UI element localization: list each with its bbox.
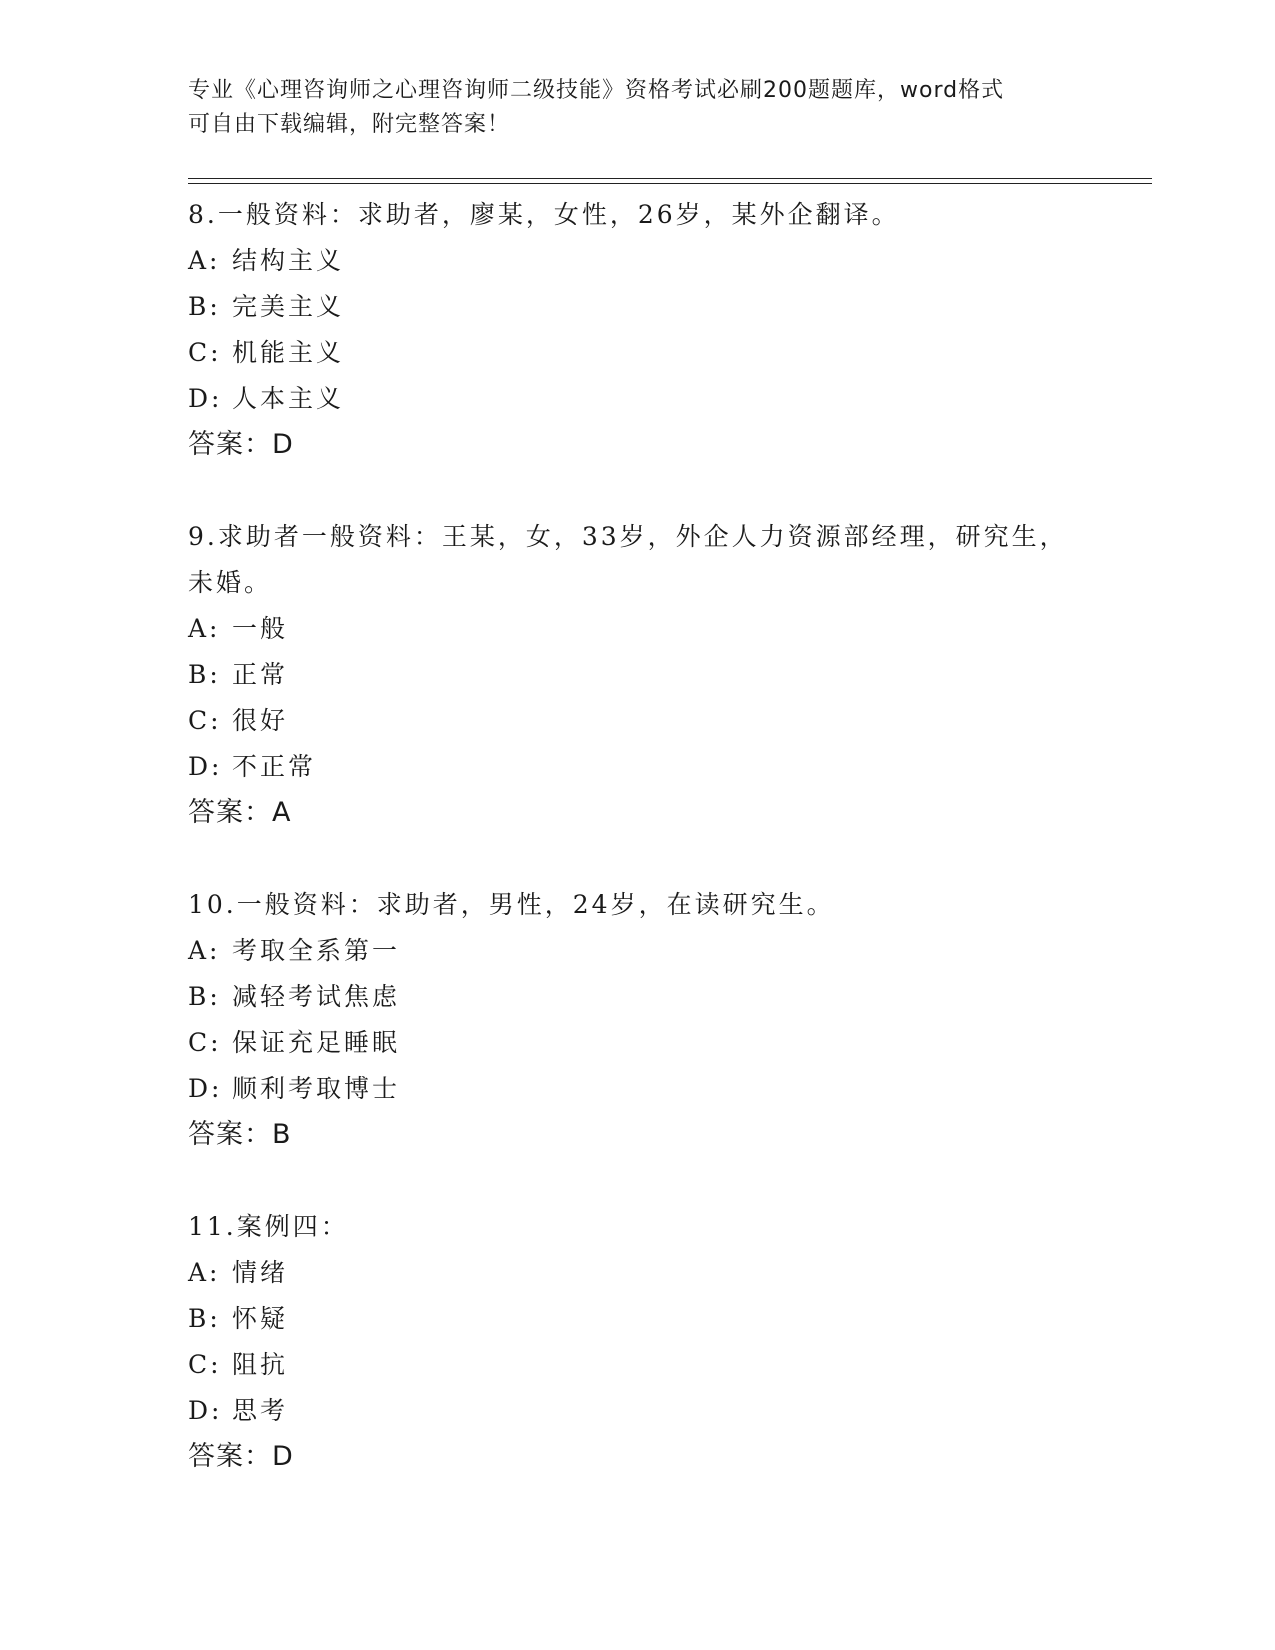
option-text: 很好 [232, 706, 289, 735]
option-key: B: [188, 660, 221, 689]
option-key: A: [188, 614, 221, 643]
question-8 [188, 192, 1088, 468]
option-key: D: [188, 384, 223, 413]
option-c [188, 1020, 1088, 1066]
option-text: 一般 [232, 614, 289, 643]
option-text: 顺利考取博士 [232, 1074, 401, 1103]
option-text: 完美主义 [232, 292, 345, 321]
header-rule-bottom [188, 183, 1152, 184]
header-rule-top [188, 178, 1152, 179]
answer-line: 答案：A [188, 797, 292, 828]
option-d [188, 1388, 1088, 1434]
option-key: B: [188, 292, 221, 321]
option-key: B: [188, 982, 221, 1011]
option-text: 保证充足睡眠 [232, 1028, 401, 1057]
option-d [188, 1066, 1088, 1112]
option-a [188, 606, 1088, 652]
option-text: 减轻考试焦虑 [232, 982, 401, 1011]
option-key: A: [188, 936, 221, 965]
question-stem: 8.一般资料：求助者，廖某，女性，26岁，某外企翻译。 [188, 200, 900, 229]
option-b [188, 652, 1088, 698]
question-10 [188, 882, 1088, 1158]
option-key: A: [188, 1258, 221, 1287]
option-key: D: [188, 752, 223, 781]
option-b [188, 1296, 1088, 1342]
option-c [188, 698, 1088, 744]
option-c [188, 330, 1088, 376]
question-11 [188, 1204, 1088, 1480]
header-line-2: 可自由下载编辑，附完整答案！ [188, 112, 511, 137]
option-key: C: [188, 706, 222, 735]
answer-line: 答案：B [188, 1119, 292, 1150]
option-key: D: [188, 1074, 223, 1103]
option-text: 结构主义 [232, 246, 345, 275]
header-line-1: 专业《心理咨询师之心理咨询师二级技能》资格考试必刷200题题库，word格式 [188, 78, 1005, 103]
option-text: 不正常 [232, 752, 317, 781]
option-text: 正常 [232, 660, 289, 689]
option-text: 机能主义 [232, 338, 345, 367]
option-key: A: [188, 246, 221, 275]
question-stem: 10.一般资料：求助者，男性，24岁，在读研究生。 [188, 890, 835, 919]
option-key: C: [188, 338, 222, 367]
option-a [188, 928, 1088, 974]
option-text: 思考 [232, 1396, 289, 1425]
option-text: 情绪 [232, 1258, 289, 1287]
option-d [188, 744, 1088, 790]
option-d [188, 376, 1088, 422]
option-text: 怀疑 [232, 1304, 289, 1333]
option-key: C: [188, 1028, 222, 1057]
option-a [188, 238, 1088, 284]
question-list [188, 192, 1088, 1526]
option-key: D: [188, 1396, 223, 1425]
question-stem: 9.求助者一般资料：王某，女，33岁，外企人力资源部经理，研究生，未婚。 [188, 522, 1068, 597]
option-text: 考取全系第一 [232, 936, 401, 965]
question-stem: 11.案例四： [188, 1212, 349, 1241]
option-a [188, 1250, 1088, 1296]
answer-line: 答案：D [188, 1441, 294, 1472]
option-key: C: [188, 1350, 222, 1379]
option-c [188, 1342, 1088, 1388]
answer-line: 答案：D [188, 429, 294, 460]
question-9 [188, 514, 1088, 836]
option-text: 阻抗 [232, 1350, 289, 1379]
option-b [188, 284, 1088, 330]
option-key: B: [188, 1304, 221, 1333]
option-b [188, 974, 1088, 1020]
document-header [188, 74, 1068, 142]
option-text: 人本主义 [232, 384, 345, 413]
